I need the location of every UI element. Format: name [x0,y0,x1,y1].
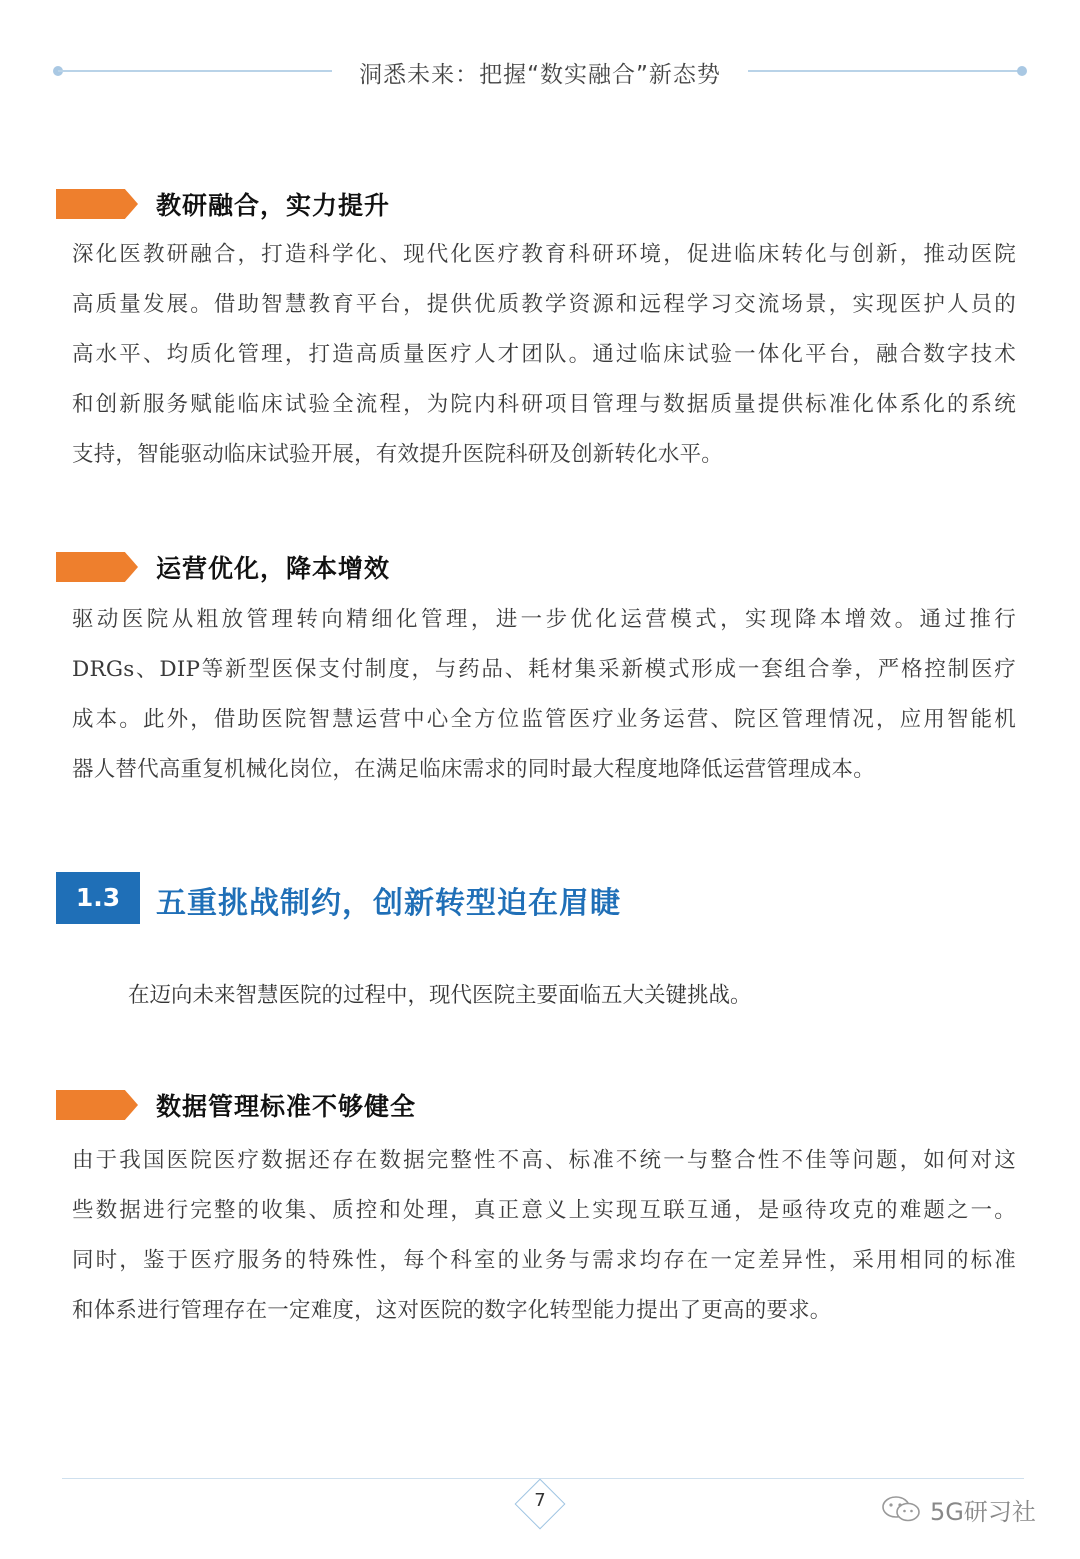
header-dot-right [1017,66,1027,76]
paragraph-teaching-research [72,230,1016,480]
footer-rule [62,1478,1024,1479]
page-number: 7 [534,1490,546,1511]
header-title: 洞悉未来：把握“数实融合”新态势 [359,62,721,88]
subheading-text: 运营优化，降本增效 [156,554,391,583]
watermark [880,1492,1036,1526]
header-rule-left [58,70,332,72]
subheading-teaching-research [56,187,390,221]
paragraph-line: 和体系进行管理存在一定难度，这对医院的数字化转型能力提出了更高的要求。 [72,1298,832,1323]
section-title: 五重挑战制约，创新转型迫在眉睫 [156,886,621,921]
paragraph-line: 成本。此外，借助医院智慧运营中心全方位监管医疗业务运营、院区管理情况，应用智能机 [72,707,1016,732]
section-intro: 在迈向未来智慧医院的过程中，现代医院主要面临五大关键挑战。 [128,983,752,1008]
section-heading-1-3 [56,872,756,924]
subheading-text: 数据管理标准不够健全 [156,1092,417,1121]
orange-arrow-icon [56,189,138,219]
paragraph-line: 高质量发展。借助智慧教育平台，提供优质教学资源和远程学习交流场景，实现医护人员的 [72,292,1016,317]
paragraph-operations [72,595,1016,795]
paragraph-line: 同时，鉴于医疗服务的特殊性，每个科室的业务与需求均存在一定差异性，采用相同的标准 [72,1248,1016,1273]
paragraph-line: 些数据进行完整的收集、质控和处理，真正意义上实现互联互通，是亟待攻克的难题之一。 [72,1198,1016,1223]
subheading-text: 教研融合，实力提升 [156,191,391,220]
paragraph-data-management [72,1136,1016,1336]
page-header [0,50,1080,94]
paragraph-line: 器人替代高重复机械化岗位，在满足临床需求的同时最大程度地降低运营管理成本。 [72,757,875,782]
orange-arrow-icon [56,1090,138,1120]
section-number: 1.3 [56,872,140,924]
subheading-data-management [56,1088,416,1122]
paragraph-line: 和创新服务赋能临床试验全流程，为院内科研项目管理与数据质量提供标准化体系化的系统 [72,392,1016,417]
wechat-icon [880,1494,924,1524]
paragraph-line: DRGs、DIP等新型医保支付制度，与药品、耗材集采新模式形成一套组合拳，严格控制医疗 [72,657,1016,682]
watermark-text: 5G研习社 [930,1497,1036,1526]
subheading-operations [56,550,390,584]
paragraph-line: 支持，智能驱动临床试验开展，有效提升医院科研及创新转化水平。 [72,442,724,467]
paragraph-line: 深化医教研融合，打造科学化、现代化医疗教育科研环境，促进临床转化与创新，推动医院 [72,242,1016,267]
paragraph-line: 驱动医院从粗放管理转向精细化管理，进一步优化运营模式，实现降本增效。通过推行 [72,607,1016,632]
paragraph-line: 由于我国医院医疗数据还存在数据完整性不高、标准不统一与整合性不佳等问题，如何对这 [72,1148,1016,1173]
orange-arrow-icon [56,552,138,582]
header-rule-right [748,70,1022,72]
paragraph-line: 高水平、均质化管理，打造高质量医疗人才团队。通过临床试验一体化平台，融合数字技术 [72,342,1016,367]
